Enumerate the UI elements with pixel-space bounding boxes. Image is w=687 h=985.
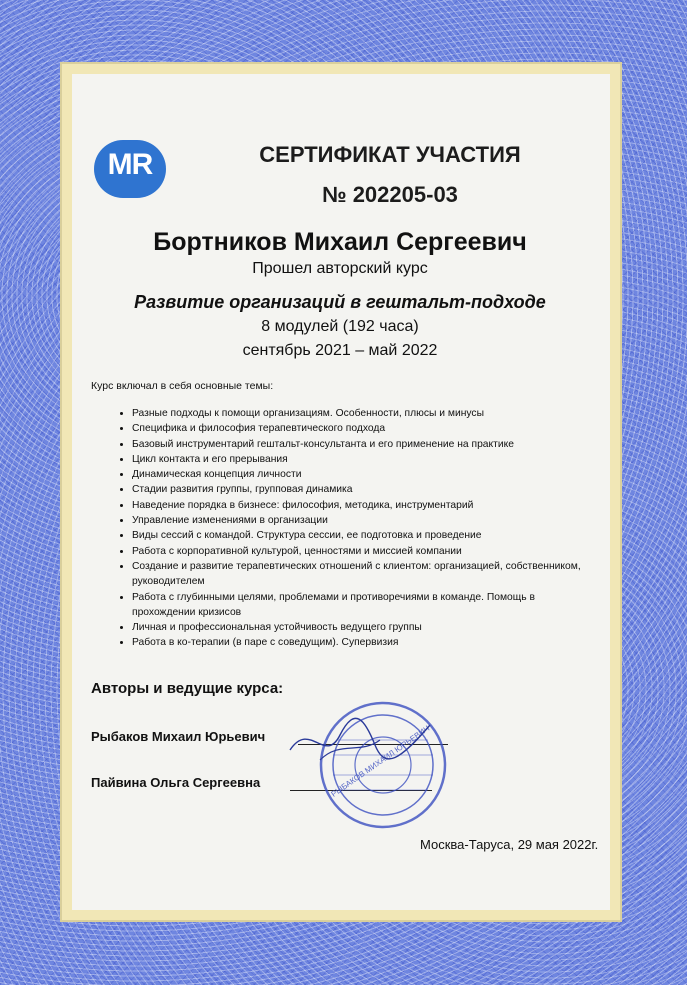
certificate-number: № 202205-03	[322, 182, 458, 207]
course-modules: 8 модулей (192 часа)	[261, 318, 419, 335]
topic-item: • Работа с глубинными целями, проблемами и противоречиями в команде. Помощь в прохождении кризисов	[132, 590, 592, 621]
author-name-1: Рыбаков Михаил Юрьевич	[91, 729, 266, 744]
topic-item: • Цикл контакта и его прерывания	[132, 452, 592, 467]
completed-text: Прошел авторский курс	[252, 260, 428, 277]
topic-item: • Динамическая концепция личности	[132, 467, 592, 482]
topic-item: • Работа с корпоративной культурой, ценностями и миссией компании	[132, 544, 592, 559]
certificate-title: СЕРТИФИКАТ УЧАСТИЯ	[259, 142, 521, 167]
topic-item: • Создание и развитие терапевтических отношений с клиентом: организацией, собственником, руководителем	[132, 559, 592, 590]
topic-item: • Работа в ко-терапии (в паре с соведущим). Супервизия	[132, 635, 592, 650]
logo-text: MR	[107, 148, 153, 181]
topic-item: • Специфика и философия терапевтического подхода	[132, 421, 592, 436]
topic-item: • Наведение порядка в бизнесе: философия, методика, инструментарий	[132, 498, 592, 513]
topic-item: • Разные подходы к помощи организациям. Особенности, плюсы и минусы	[132, 406, 592, 421]
topic-item: • Базовый инструментарий гештальт-консультанта и его применение на практике	[132, 437, 592, 452]
recipient-name: Бортников Михаил Сергеевич	[153, 228, 527, 256]
topic-item: • Личная и профессиональная устойчивость ведущего группы	[132, 620, 592, 635]
topic-item: • Управление изменениями в организации	[132, 513, 592, 528]
topic-item: • Стадии развития группы, групповая динамика	[132, 482, 592, 497]
place-date: Москва-Таруса, 29 мая 2022г.	[420, 837, 599, 852]
topics-intro: Курс включал в себя основные темы:	[91, 380, 274, 392]
topic-item: • Виды сессий с командой. Структура сессии, ее подготовка и проведение	[132, 528, 592, 543]
course-name: Развитие организаций в гештальт-подходе	[134, 292, 546, 312]
authors-heading: Авторы и ведущие курса:	[91, 680, 284, 697]
topics-list	[104, 406, 592, 651]
course-period: сентябрь 2021 – май 2022	[242, 342, 438, 359]
author-name-2: Пайвина Ольга Сергеевна	[91, 775, 261, 790]
handwritten-signature	[280, 710, 450, 770]
stamp-text: РЫБАКОВ МИХАИЛ ЮРЬЕВИЧ	[329, 723, 432, 799]
mr-logo	[94, 140, 166, 198]
